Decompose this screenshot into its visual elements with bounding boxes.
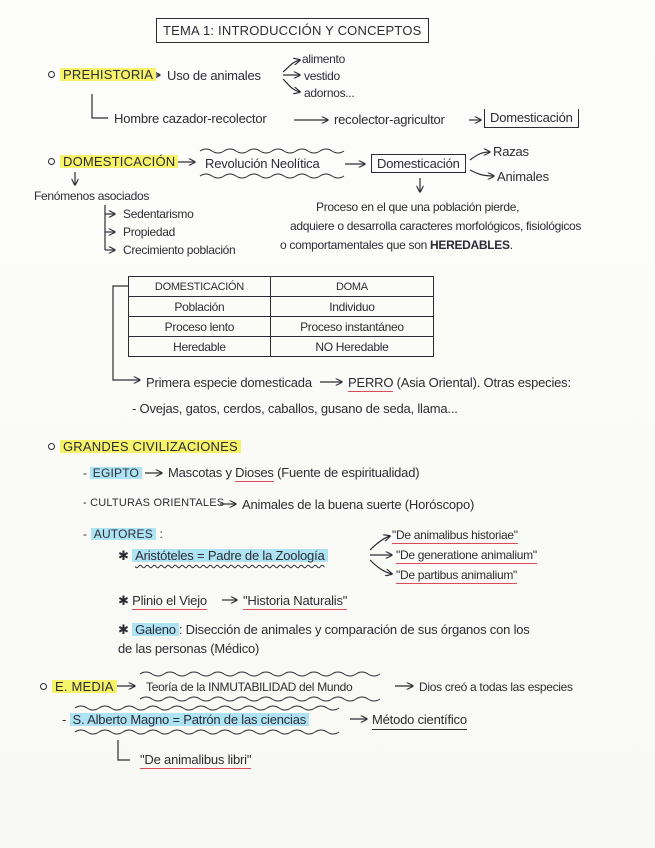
- culturas-orientales-label: CULTURAS ORIENTALES: [90, 497, 225, 509]
- egipto-text: Mascotas y: [168, 465, 232, 480]
- proceso-end: .: [509, 238, 513, 252]
- civilizaciones-label: GRANDES CIVILIZACIONES: [60, 439, 241, 454]
- teoria-inmutabilidad: Teoría de la INMUTABILIDAD del Mundo: [146, 680, 353, 694]
- aristoteles: Aristóteles = Padre de la Zoología: [132, 548, 327, 563]
- libri-text: "De animalibus libri": [140, 752, 252, 767]
- razas: Razas: [493, 144, 529, 159]
- primera-especie-perro-line: [348, 376, 571, 389]
- obra-generatione: [396, 549, 537, 561]
- table-header-cell: DOMA: [270, 277, 433, 297]
- orientales-text: Animales de la buena suerte (Horóscopo): [242, 497, 475, 512]
- bullet-icon: [40, 683, 47, 690]
- bullet-icon: [48, 443, 55, 450]
- egipto-line: - EGIPTO: [83, 467, 142, 479]
- plinio-obra: [243, 594, 347, 607]
- fenomeno-sedentarismo: Sedentarismo: [123, 207, 194, 221]
- section-edad-media: [40, 680, 117, 693]
- domesticacion-box-1: Domesticación: [484, 109, 579, 128]
- historia-naturalis: "Historia Naturalis": [243, 593, 348, 608]
- perro: PERRO: [348, 375, 394, 390]
- table-cell: Heredable: [129, 337, 271, 357]
- proceso-line-3: [280, 239, 513, 251]
- domesticacion-label: DOMESTICACIÓN: [60, 154, 178, 169]
- connector-obra: [118, 740, 130, 760]
- de-animalibus-libri: [140, 753, 251, 766]
- otras-especies: - Ovejas, gatos, cerdos, caballos, gusano de seda, llama...: [132, 401, 458, 416]
- galeno-line: ✱ Galeno : Disección de animales y comparación de sus órganos con los: [118, 622, 530, 637]
- fenomenos-asociados: Fenómenos asociados: [34, 189, 150, 203]
- table-row: [129, 297, 434, 317]
- heredables: HEREDABLES: [430, 238, 510, 252]
- galeno-text: : Disección de animales y comparación de sus órganos con los: [178, 622, 530, 637]
- hombre-cazador: Hombre cazador-recolector: [114, 111, 267, 126]
- plinio-line: ✱ Plinio el Viejo: [118, 593, 207, 608]
- asia-oriental: (Asia Oriental). Otras especies:: [396, 375, 571, 390]
- section-domesticacion: [48, 155, 178, 168]
- metodo-text: Método científico: [372, 712, 467, 730]
- table-header-cell: DOMESTICACIÓN: [129, 277, 271, 297]
- uso-adornos: adornos...: [304, 86, 355, 100]
- recolector-agricultor: recolector-agricultor: [334, 112, 445, 127]
- table-row: [129, 317, 434, 337]
- arrow-adornos: [283, 79, 300, 92]
- connector-hombre: [92, 94, 108, 118]
- arrow-razas: [470, 152, 490, 160]
- obra-partibus-text: "De partibus animalium": [396, 568, 518, 582]
- table-row: [129, 337, 434, 357]
- egipto-mascotas: [168, 466, 419, 479]
- galeno-line-2: de las personas (Médico): [118, 641, 260, 656]
- dios-creo: Dios creó a todas las especies: [419, 680, 573, 694]
- bullet-icon: [48, 158, 55, 165]
- prehistoria-label: PREHISTORIA: [60, 67, 156, 82]
- uso-alimento: alimento: [302, 52, 345, 66]
- arrow-animales: [470, 170, 494, 176]
- bullet-icon: [48, 71, 55, 78]
- arrow-alimento: [283, 60, 300, 72]
- page-title: TEMA 1: INTRODUCCIÓN Y CONCEPTOS: [156, 18, 429, 43]
- arrow-obra3: [370, 560, 392, 574]
- obra-partibus: [396, 569, 517, 581]
- dioses: Dioses: [235, 465, 274, 480]
- egipto-fuente: (Fuente de espiritualidad): [277, 465, 420, 480]
- proceso-line-1: Proceso en el que una población pierde,: [316, 200, 520, 214]
- table-cell: Proceso instantáneo: [270, 317, 433, 337]
- fenomeno-propiedad: Propiedad: [123, 225, 176, 239]
- arrow-obra1: [370, 536, 390, 550]
- metodo-cientifico: [372, 713, 467, 726]
- autores-label: AUTORES: [91, 527, 156, 541]
- autores: - AUTORES :: [83, 527, 164, 541]
- section-civilizaciones: [48, 440, 241, 453]
- obra-generatione-text: "De generatione animalium": [396, 548, 537, 562]
- alberto-line: - S. Alberto Magno = Patrón de las ciencias: [62, 713, 309, 726]
- obra-historiae: [392, 529, 518, 541]
- section-prehistoria: [48, 68, 156, 81]
- uso-animales: Uso de animales: [167, 68, 261, 83]
- proceso-line-3-text: o comportamentales que son: [280, 238, 427, 252]
- aristoteles-line: ✱ Aristóteles = Padre de la Zoología: [118, 549, 328, 562]
- table-cell: Población: [129, 297, 271, 317]
- primera-especie: Primera especie domesticada: [146, 375, 312, 390]
- domesticacion-box-2: Domesticación: [371, 154, 466, 173]
- proceso-line-2: adquiere o desarrolla caracteres morfológicos, fisiológicos: [290, 219, 582, 233]
- alberto-magno: S. Alberto Magno = Patrón de las ciencias: [70, 712, 310, 727]
- plinio: Plinio el Viejo: [132, 593, 207, 608]
- egipto-label: EGIPTO: [90, 466, 142, 480]
- obra-historiae-text: "De animalibus historiae": [392, 528, 518, 542]
- galeno: Galeno: [132, 622, 179, 637]
- table-cell: NO Heredable: [270, 337, 433, 357]
- edad-media-label: E. MEDIA: [52, 679, 117, 694]
- uso-vestido: vestido: [304, 69, 340, 83]
- fenomeno-crecimiento: Crecimiento población: [123, 243, 236, 257]
- comparison-table: [128, 276, 434, 357]
- table-header-row: [129, 277, 434, 297]
- table-cell: Proceso lento: [129, 317, 271, 337]
- table-cell: Individuo: [270, 297, 433, 317]
- revolucion-neolitica: Revolución Neolítica: [205, 156, 320, 171]
- culturas-orientales: - CULTURAS ORIENTALES: [83, 497, 225, 509]
- animales: Animales: [497, 169, 549, 184]
